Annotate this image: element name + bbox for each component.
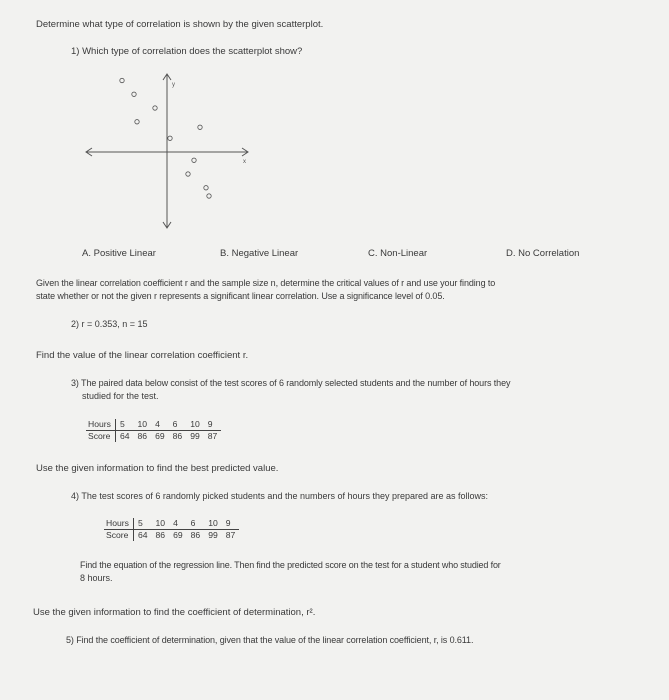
table-cell: 86	[172, 431, 183, 441]
choice-d[interactable]: D. No Correlation	[506, 248, 580, 259]
table-cell: 99	[208, 530, 218, 540]
table-cell: 99	[190, 431, 200, 441]
scatter-point	[120, 78, 124, 82]
table-cell: 86	[137, 431, 148, 441]
table-row-label: Hours	[104, 518, 133, 530]
table-cell: 64	[137, 530, 148, 540]
table-cell: 4	[169, 518, 187, 530]
question-3-line-1: 3) The paired data below consist of the test scores of 6 randomly selected students and the number of hours they	[71, 378, 511, 388]
section-4-heading: Use the given information to find the best predicted value.	[36, 463, 279, 474]
scatter-point	[168, 136, 172, 140]
table-cell: 6	[187, 518, 205, 530]
question-5-line-1: 5) Find the coefficient of determination, given that the value of the linear correlation coefficient, r, is 0.611.	[66, 635, 474, 645]
table-cell: 10	[134, 419, 152, 431]
data-table-q3	[86, 419, 221, 442]
table-cell: 64	[119, 431, 130, 441]
choice-c[interactable]: C. Non-Linear	[368, 248, 428, 259]
question-4-task-2: 8 hours.	[80, 573, 113, 583]
scatter-point	[135, 120, 139, 124]
question-4-task-1: Find the equation of the regression line. Then find the predicted score on the test for a student who studied for	[80, 560, 501, 570]
choice-a[interactable]: A. Positive Linear	[82, 248, 156, 259]
question-4-line-1: 4) The test scores of 6 randomly picked students and the numbers of hours they prepared are as follows:	[71, 491, 489, 501]
table-cell: 69	[155, 431, 165, 441]
table-cell: 10	[204, 518, 222, 530]
table-cell: 9	[204, 419, 222, 431]
scatter-point	[192, 158, 196, 162]
table-cell: 10	[152, 518, 170, 530]
table-cell: 6	[169, 419, 187, 431]
section-5-heading: Use the given information to find the coefficient of determination, r².	[33, 607, 316, 618]
scatter-point	[207, 194, 211, 198]
table-cell: 69	[173, 530, 183, 540]
choice-b[interactable]: B. Negative Linear	[220, 248, 299, 259]
table-cell: 86	[190, 530, 201, 540]
scatter-point	[198, 125, 202, 129]
table-cell: 10	[186, 419, 204, 431]
table-cell: 87	[207, 431, 218, 441]
question-2-problem: 2) r = 0.353, n = 15	[71, 319, 148, 329]
y-axis	[163, 74, 171, 228]
scatter-point	[153, 106, 157, 110]
scatterplot	[80, 68, 260, 238]
page-header: Determine what type of correlation is shown by the given scatterplot.	[36, 19, 324, 30]
table-cell: 9	[222, 518, 240, 530]
y-axis-label: y	[172, 82, 175, 88]
table-cell: 87	[225, 530, 236, 540]
table-cell: 4	[151, 419, 169, 431]
question-2-intro-2: state whether or not the given r represents a significant linear correlation. Use a significance level of 0.05.	[36, 291, 445, 301]
scatter-point	[186, 172, 190, 176]
scatter-point	[132, 92, 136, 96]
table-cell: 5	[133, 518, 151, 530]
table-cell: 5	[115, 419, 133, 431]
question-1-text: 1) Which type of correlation does the scatterplot show?	[71, 46, 303, 57]
scatter-point	[204, 186, 208, 190]
section-3-heading: Find the value of the linear correlation coefficient r.	[36, 350, 249, 361]
question-3-line-2: studied for the test.	[82, 391, 159, 401]
question-2-intro-1: Given the linear correlation coefficient r and the sample size n, determine the critical values of r and use your finding to	[36, 278, 496, 288]
data-table-q4	[104, 518, 239, 541]
table-cell: 86	[155, 530, 166, 540]
x-axis-label: x	[243, 159, 246, 165]
table-row-label: Hours	[86, 419, 115, 431]
table-row-label: Score	[86, 431, 115, 443]
table-row-label: Score	[104, 530, 133, 542]
